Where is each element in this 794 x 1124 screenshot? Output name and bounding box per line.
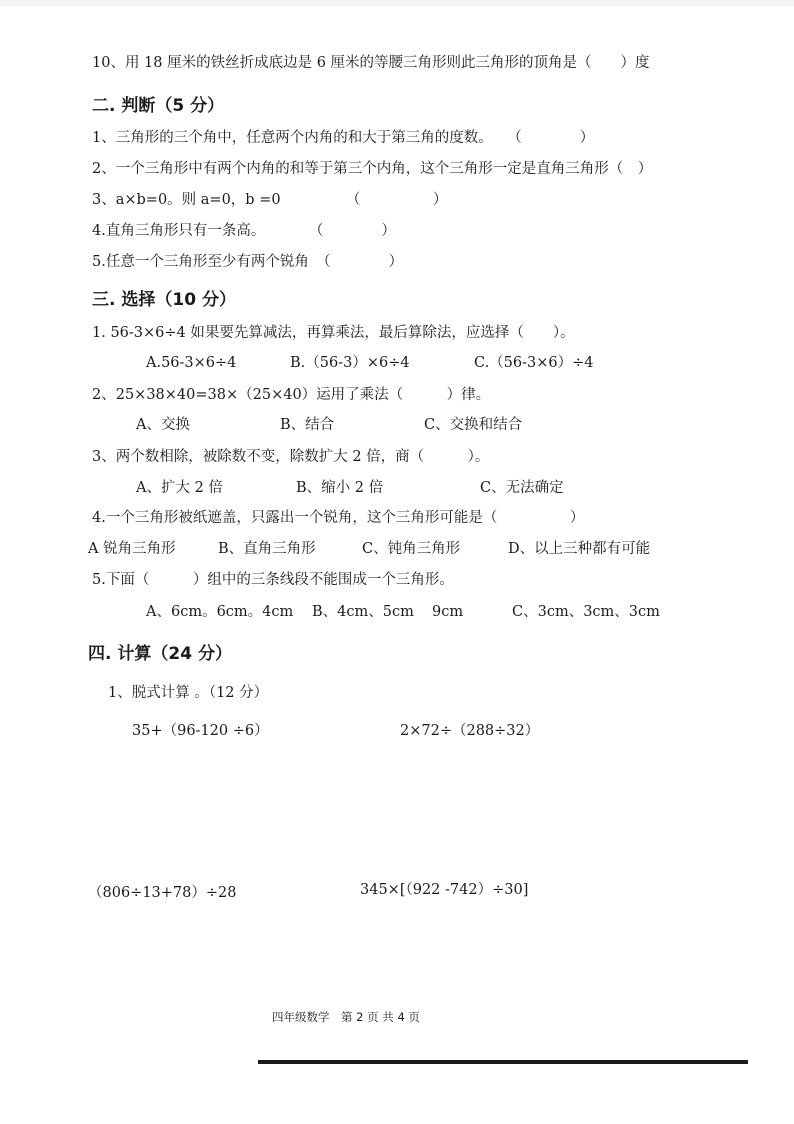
judge-item-2: 2、一个三角形中有两个内角的和等于第三个内角，这个三角形一定是直角三角形（ ） [92, 161, 653, 177]
choice-q1-option-c: C.（56-3×6）÷4 [474, 355, 594, 371]
choice-q2-option-c: C、交换和结合 [424, 417, 523, 433]
calc-expression-2: 2×72÷（288÷32） [400, 723, 540, 739]
top-edge-shadow [0, 0, 794, 6]
choice-q4-option-d: D、以上三种都有可能 [508, 541, 651, 557]
judge-item-1: 1、三角形的三个角中，任意两个内角的和大于第三角的度数。 （ ） [92, 130, 595, 146]
choice-q4: 4.一个三角形被纸遮盖，只露出一个锐角，这个三角形可能是（ ） [92, 510, 585, 526]
section-2-title: 二. 判断（5 分） [92, 96, 225, 116]
choice-q3-option-c: C、无法确定 [480, 480, 564, 496]
bottom-edge-line [258, 1060, 748, 1064]
choice-q4-option-b: B、直角三角形 [218, 541, 316, 557]
page-footer: 四年级数学 第 2 页 共 4 页 [272, 1010, 420, 1024]
question-10: 10、用 18 厘米的铁丝折成底边是 6 厘米的等腰三角形则此三角形的顶角是（ ）度 [92, 55, 650, 71]
section-4-title: 四. 计算（24 分） [88, 644, 232, 664]
choice-q4-option-c: C、钝角三角形 [362, 541, 461, 557]
choice-q5: 5.下面（ ）组中的三条线段不能围成一个三角形。 [92, 572, 454, 588]
judge-item-3: 3、a×b=0。则 a=0，b =0 （ ） [92, 192, 448, 208]
choice-q4-option-a: A 锐角三角形 [88, 541, 176, 557]
choice-q2-option-a: A、交换 [136, 417, 190, 433]
calc-expression-3: （806÷13+78）÷28 [88, 885, 237, 901]
section-3-title: 三. 选择（10 分） [92, 290, 236, 310]
choice-q1: 1. 56-3×6÷4 如果要先算减法，再算乘法，最后算除法，应选择（ ）。 [92, 325, 575, 341]
choice-q1-option-a: A.56-3×6÷4 [146, 355, 237, 371]
choice-q3: 3、两个数相除，被除数不变，除数扩大 2 倍，商（ ）。 [92, 449, 490, 465]
choice-q3-option-b: B、缩小 2 倍 [296, 480, 384, 496]
choice-q2: 2、25×38×40=38×（25×40）运用了乘法（ ）律。 [92, 387, 491, 403]
choice-q5-option-b: B、4cm、5cm [312, 604, 414, 620]
choice-q5-option-c: C、3cm、3cm、3cm [512, 604, 660, 620]
choice-q2-option-b: B、结合 [280, 417, 335, 433]
judge-item-4: 4.直角三角形只有一条高。 （ ） [92, 223, 396, 239]
choice-q5-option-b-extra: 9cm [432, 604, 464, 620]
calc-subsection-1: 1、脱式计算 。（12 分） [108, 685, 269, 701]
choice-q1-option-b: B.（56-3）×6÷4 [290, 355, 410, 371]
choice-q3-option-a: A、扩大 2 倍 [136, 480, 223, 496]
judge-item-5: 5.任意一个三角形至少有两个锐角 （ ） [92, 254, 404, 270]
calc-expression-1: 35+（96-120 ÷6） [132, 723, 269, 739]
choice-q5-option-a: A、6cm。6cm。4cm [146, 604, 294, 620]
calc-expression-4: 345×[（922 -742）÷30] [360, 882, 529, 898]
